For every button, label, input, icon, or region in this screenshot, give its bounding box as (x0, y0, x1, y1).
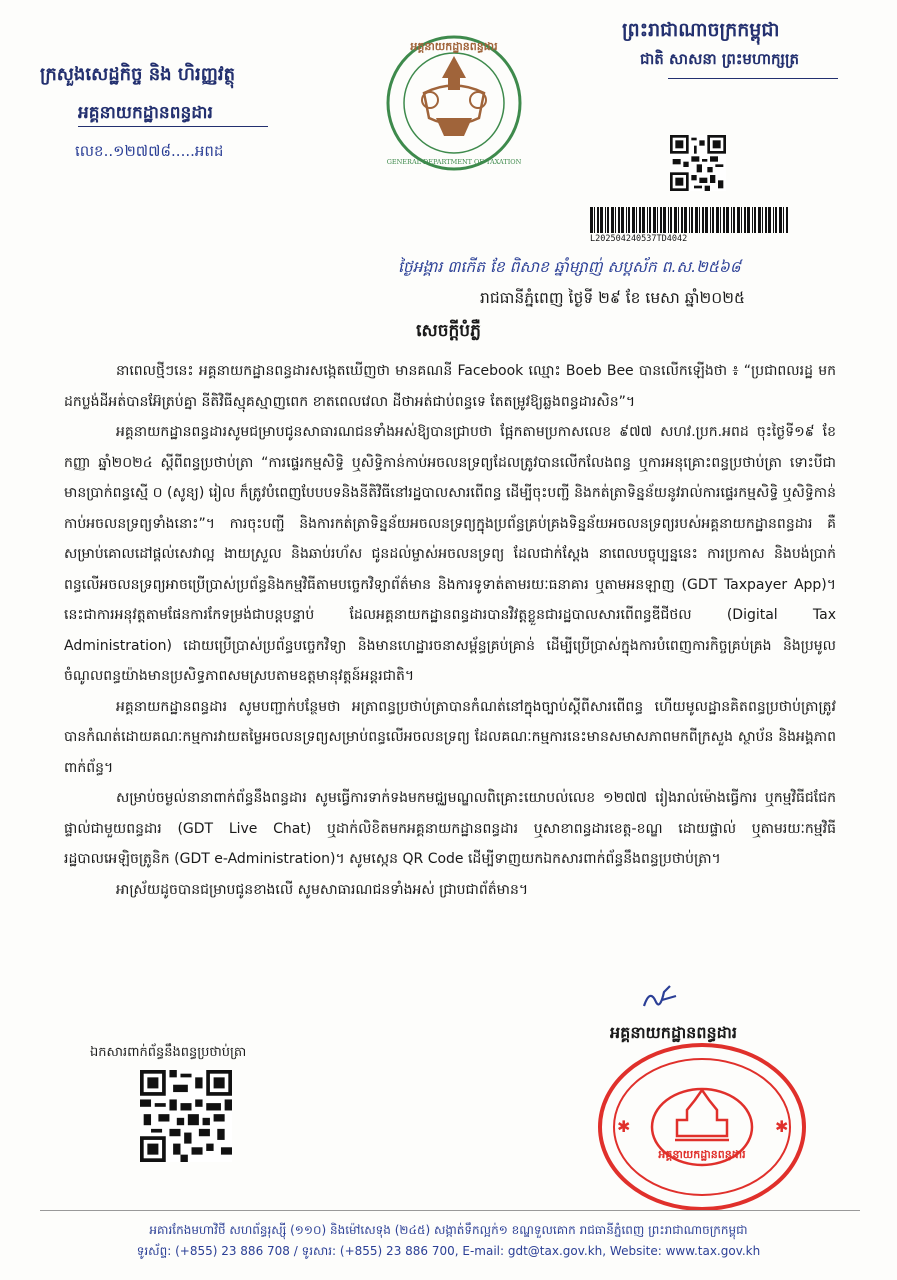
barcode-number: L202504240537TD4042 (590, 234, 688, 244)
reference-number: លេខ..១២៧៧៨.....អពដ (75, 142, 224, 160)
signature-icon (640, 982, 680, 1012)
ministry-name: ក្រសួងសេដ្ឋកិច្ច និង ហិរញ្ញវត្ថុ (40, 64, 235, 85)
kingdom-name: ព្រះរាជាណាចក្រកម្ពុជា (622, 19, 780, 41)
national-motto: ជាតិ សាសនា ព្រះមហាក្សត្រ (640, 50, 799, 68)
qr-label: ឯកសារពាក់ព័ន្ធនឹងពន្ធប្រថាប់ត្រា (90, 1045, 247, 1060)
paragraph-2: អគ្គនាយកដ្ឋានពន្ធដារសូមជម្រាបជូនសាធារណជនទាំងអស់ឱ្យបានជ្រាបថា ផ្អែកតាមប្រកាសលេខ ៩៧៧ សហវ.ប្រក.អពដ ចុះថ្ងៃទី១៩ ខែកញ្ញា ឆ្នាំ២០២៤ ស្តីពីពន្ធប្រថាប់ត្រា “ការផ្ទេរកម្មសិទ្ធិ ឬសិទ្ធិកាន់កាប់អចលនទ្រព្យដែលត្រូវបានលើកលែងពន្ធ ឬការអនុគ្រោះពន្ធប្រថាប់ត្រា ទោះបីជាមានប្រាក់ពន្ធស្មើ ០ (សូន្យ) រៀល ក៏ត្រូវបំពេញបែបបទនិងនីតិវិធីនៅរដ្ឋបាលសារពើពន្ធ ដើម្បីចុះបញ្ជី និងកត់ត្រាទិន្នន័យនូវរាល់ការផ្ទេរកម្មសិទ្ធិ ឬសិទ្ធិកាន់កាប់អចលនទ្រព្យទាំងនោះ”។ ការចុះបញ្ជី និងការកត់ត្រាទិន្នន័យអចលនទ្រព្យក្នុងប្រព័ន្ធគ្រប់គ្រងទិន្នន័យអចលនទ្រព្យរបស់អគ្គនាយកដ្ឋានពន្ធដារ គឺសម្រាប់គោលដៅផ្តល់សេវាល្អ ងាយស្រួល និងឆាប់រហ័ស ជូនដល់ម្ចាស់អចលនទ្រព្យ ដែលជាក់ស្តែង នាពេលបច្ចុប្បន្ននេះ ការប្រកាស និងបង់ប្រាក់ពន្ធលើអចលនទ្រព្យអាចប្រើប្រាស់ប្រព័ន្ធនិងកម្មវិធីតាមបច្ចេកវិទ្យាព័ត៌មាន និងការទូទាត់តាមរយៈធនាគារ ឬតាមអនឡាញ (GDT Taxpayer App)។ នេះជាការអនុវត្តតាមផែនការកែទម្រង់ជាបន្តបន្ទាប់ ដែលអគ្គនាយកដ្ឋានពន្ធដារបានវិវត្តខ្លួនជារដ្ឋបាលសារពើពន្ធឌីជីថល (Digital Tax Administration) ដោយប្រើប្រាស់ប្រព័ន្ធបច្ចេកវិទ្យា និងមានហេដ្ឋារចនាសម្ព័ន្ធគ្រប់គ្រាន់ ដើម្បីប្រើប្រាស់ក្នុងការបំពេញការកិច្ចគ្រប់គ្រង និងប្រមូលចំណូលពន្ធយ៉ាងមានប្រសិទ្ធភាពសមស្របតាមឧត្តមានុវត្តន៍អន្តរជាតិ។ (64, 424, 836, 684)
lunar-date: ថ្ងៃអង្គារ ៣កើត ខែ ពិសាខ ឆ្នាំម្សាញ់ សប្តស័ក ព.ស.២៥៦៨ (398, 258, 741, 276)
seal-english-text: GENERAL DEPARTMENT OF TAXATION (386, 158, 522, 166)
paragraph-3: អគ្គនាយកដ្ឋានពន្ធដារ សូមបញ្ជាក់បន្ថែមថា អត្រាពន្ធប្រថាប់ត្រាបានកំណត់នៅក្នុងច្បាប់ស្តីពីសារពើពន្ធ ហើយមូលដ្ឋានគិតពន្ធប្រថាប់ត្រាត្រូវបានកំណត់ដោយគណៈកម្មការវាយតម្លៃអចលនទ្រព្យសម្រាប់ពន្ធលើអចលនទ្រព្យ ដែលគណៈកម្មការនេះមានសមាសភាពមកពីក្រសួង ស្ថាប័ន និងអង្គភាពពាក់ព័ន្ធ។ (64, 698, 836, 776)
footer-address: អគារកែងមហាវិថី សហព័ន្ធរុស្ស៊ី (១១០) និងម៉ៅសេទុង (២៤៥) សង្កាត់ទឹកល្អក់១ ខណ្ឌទួលគោក រាជធានីភ្នំពេញ ព្រះរាជាណាចក្រកម្ពុជា (149, 1223, 748, 1237)
seal-khmer-text: អគ្គនាយកដ្ឋានពន្ធដារ (410, 40, 498, 53)
gdt-seal-icon (384, 18, 524, 188)
document-body (64, 356, 836, 905)
paragraph-5: អាស្រ័យដូចបានជម្រាបជូនខាងលើ សូមសាធារណជនទាំងអស់ ជ្រាបជាព័ត៌មាន។ (116, 881, 529, 898)
qr-code-icon (670, 135, 726, 191)
document-title: សេចក្តីបំភ្លឺ (416, 321, 481, 341)
paragraph-1: នាពេលថ្មីៗនេះ អគ្គនាយកដ្ឋានពន្ធដារសង្កេតឃើញថា មានគណនី Facebook ឈ្មោះ Boeb Bee បានលើកឡើងថា ៖ “ប្រជាពលរដ្ឋ មកដកប្លង់ដីអត់បានអ៊ែត្រប់គ្នា នីតិវិធីស្មុគស្មាញពេក ខាតពេលវេលា ដីថាអត់ជាប់ពន្ធទេ តែតម្រូវឱ្យឆ្លងពន្ធដារសិន”។ (64, 363, 836, 410)
barcode-icon (590, 207, 790, 233)
department-name: អគ្គនាយកដ្ឋានពន្ធដារ (78, 103, 213, 123)
official-stamp-icon (595, 1040, 810, 1215)
motto-divider (668, 78, 838, 79)
footer-divider (40, 1210, 860, 1211)
signatory-title: អគ្គនាយកដ្ឋានពន្ធដារ (610, 1023, 737, 1042)
solar-date: រាជធានីភ្នំពេញ ថ្ងៃទី ២៩ ខែ មេសា ឆ្នាំ២០២៥ (480, 289, 745, 307)
footer-contact: ទូរស័ព្ទ: (+855) 23 886 708 / ទូរសារ: (+855) 23 886 700, E-mail: gdt@tax.gov.kh, Website: www.tax.gov.kh (136, 1244, 761, 1258)
stamp-text: អគ្គនាយកដ្ឋានពន្ធដារ (658, 1148, 746, 1161)
svg-text:✱: ✱ (617, 1117, 631, 1136)
svg-text:✱: ✱ (775, 1117, 789, 1136)
department-underline (78, 126, 268, 127)
paragraph-4: សម្រាប់ចម្ងល់នានាពាក់ព័ន្ធនឹងពន្ធដារ សូមធ្វើការទាក់ទងមកមជ្ឈមណ្ឌលពិគ្រោះយោបល់លេខ ១២៧៧ រៀងរាល់ម៉ោងធ្វើការ ឬកម្មវិធីជជែកផ្ទាល់ជាមួយពន្ធដារ (GDT Live Chat) ឬដាក់លិខិតមកអគ្គនាយកដ្ឋានពន្ធដារ ឬសាខាពន្ធដារខេត្ត-ខណ្ឌ ដោយផ្ទាល់ ឬតាមរយៈកម្មវិធីរដ្ឋបាលអេឡិចត្រូនិក (GDT e-Administration)។ សូមស្កេន QR Code ដើម្បីទាញយកឯកសារពាក់ព័ន្ធនឹងពន្ធប្រថាប់ត្រា។ (64, 790, 836, 867)
document-qr-code-icon (140, 1070, 232, 1162)
